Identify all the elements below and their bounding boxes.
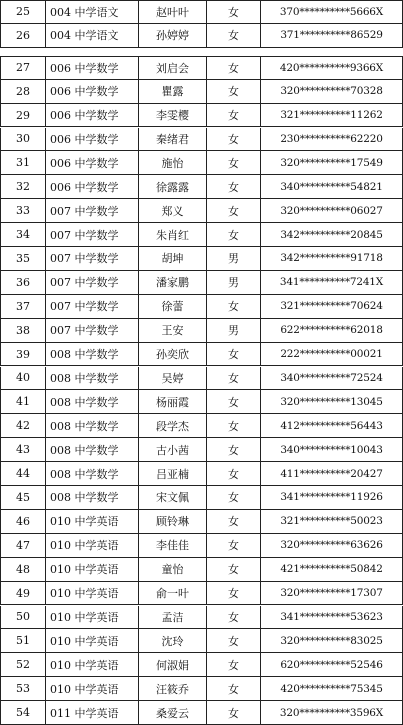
name-cell: 童怡 [139, 558, 207, 582]
subject-cell: 008 中学数学 [46, 367, 139, 391]
subject-cell: 010 中学英语 [46, 677, 139, 701]
row-number: 31 [0, 151, 46, 175]
row-number: 29 [0, 104, 46, 128]
row-number: 28 [0, 80, 46, 104]
gender-cell: 女 [207, 128, 261, 152]
id-number-cell: 622**********62018 [261, 319, 403, 343]
row-number: 49 [0, 582, 46, 606]
id-number-cell: 230**********62220 [261, 128, 403, 152]
id-number-cell: 320**********83025 [261, 629, 403, 653]
table-row [0, 558, 403, 582]
row-number: 25 [0, 1, 46, 24]
gender-cell: 女 [207, 510, 261, 534]
name-cell: 古小茜 [139, 438, 207, 462]
row-number: 45 [0, 486, 46, 510]
subject-cell: 007 中学数学 [46, 271, 139, 295]
name-cell: 段学杰 [139, 414, 207, 438]
gender-cell: 女 [207, 367, 261, 391]
subject-cell: 004 中学语文 [46, 1, 139, 24]
subject-cell: 010 中学英语 [46, 629, 139, 653]
subject-cell: 008 中学数学 [46, 462, 139, 486]
id-number-cell: 341**********53623 [261, 606, 403, 630]
table-row [0, 24, 403, 48]
row-number: 26 [0, 24, 46, 48]
gender-cell: 女 [207, 175, 261, 199]
id-number-cell: 320**********63626 [261, 534, 403, 558]
subject-cell: 010 中学英语 [46, 510, 139, 534]
name-cell: 李佳佳 [139, 534, 207, 558]
name-cell: 施怡 [139, 151, 207, 175]
table-row [0, 414, 403, 438]
gender-cell: 女 [207, 151, 261, 175]
row-number: 41 [0, 390, 46, 414]
row-number: 48 [0, 558, 46, 582]
row-number: 37 [0, 295, 46, 319]
id-number-cell: 421**********50842 [261, 558, 403, 582]
gender-cell: 女 [207, 223, 261, 247]
subject-cell: 006 中学数学 [46, 128, 139, 152]
row-number: 47 [0, 534, 46, 558]
id-number-cell: 420**********9366X [261, 57, 403, 80]
name-cell: 徐露露 [139, 175, 207, 199]
name-cell: 顾铃琳 [139, 510, 207, 534]
row-number: 52 [0, 653, 46, 677]
gender-cell: 女 [207, 390, 261, 414]
gender-cell: 女 [207, 582, 261, 606]
subject-cell: 004 中学语文 [46, 24, 139, 48]
row-number: 46 [0, 510, 46, 534]
row-number: 42 [0, 414, 46, 438]
name-cell: 俞一叶 [139, 582, 207, 606]
row-number: 44 [0, 462, 46, 486]
gender-cell: 女 [207, 606, 261, 630]
name-cell: 朱肖红 [139, 223, 207, 247]
table-row [0, 701, 403, 725]
gender-cell: 男 [207, 247, 261, 271]
gender-cell: 女 [207, 486, 261, 510]
name-cell: 桑爱云 [139, 701, 207, 725]
row-number: 38 [0, 319, 46, 343]
subject-cell: 010 中学英语 [46, 606, 139, 630]
row-number: 34 [0, 223, 46, 247]
table-row [0, 343, 403, 367]
subject-cell: 008 中学数学 [46, 438, 139, 462]
table-row [0, 128, 403, 152]
gender-cell: 女 [207, 295, 261, 319]
table-row [0, 56, 403, 80]
name-cell: 赵叶叶 [139, 1, 207, 24]
table-row [0, 367, 403, 391]
row-number: 36 [0, 271, 46, 295]
gender-cell: 男 [207, 319, 261, 343]
table-row [0, 271, 403, 295]
gender-cell: 女 [207, 57, 261, 80]
id-number-cell: 340**********10043 [261, 438, 403, 462]
table-row [0, 295, 403, 319]
subject-cell: 010 中学英语 [46, 534, 139, 558]
gender-cell: 女 [207, 677, 261, 701]
id-number-cell: 412**********56443 [261, 414, 403, 438]
row-number: 53 [0, 677, 46, 701]
subject-cell: 008 中学数学 [46, 343, 139, 367]
id-number-cell: 320**********06027 [261, 199, 403, 223]
table-row [0, 486, 403, 510]
name-cell: 徐蕾 [139, 295, 207, 319]
table-row [0, 151, 403, 175]
id-number-cell: 411**********20427 [261, 462, 403, 486]
id-number-cell: 620**********52546 [261, 653, 403, 677]
name-cell: 孙婷婷 [139, 24, 207, 48]
id-number-cell: 320**********17307 [261, 582, 403, 606]
subject-cell: 011 中学英语 [46, 701, 139, 725]
table-row [0, 175, 403, 199]
name-cell: 秦绪君 [139, 128, 207, 152]
table-row [0, 534, 403, 558]
table-row [0, 223, 403, 247]
table-row [0, 582, 403, 606]
subject-cell: 007 中学数学 [46, 247, 139, 271]
id-number-cell: 321**********50023 [261, 510, 403, 534]
table-row [0, 438, 403, 462]
id-number-cell: 340**********54821 [261, 175, 403, 199]
subject-cell: 007 中学数学 [46, 295, 139, 319]
subject-cell: 007 中学数学 [46, 199, 139, 223]
id-number-cell: 320**********17549 [261, 151, 403, 175]
id-number-cell: 321**********11262 [261, 104, 403, 128]
gender-cell: 女 [207, 80, 261, 104]
name-cell: 瞿露 [139, 80, 207, 104]
gender-cell: 女 [207, 104, 261, 128]
table-row [0, 80, 403, 104]
gender-cell: 女 [207, 534, 261, 558]
table-row [0, 510, 403, 534]
row-number: 39 [0, 343, 46, 367]
subject-cell: 007 中学数学 [46, 223, 139, 247]
subject-cell: 008 中学数学 [46, 390, 139, 414]
gender-cell: 女 [207, 653, 261, 677]
subject-cell: 006 中学数学 [46, 80, 139, 104]
id-number-cell: 342**********91718 [261, 247, 403, 271]
gender-cell: 女 [207, 629, 261, 653]
name-cell: 汪筱乔 [139, 677, 207, 701]
table-row [0, 629, 403, 653]
name-cell: 潘家鹏 [139, 271, 207, 295]
subject-cell: 006 中学数学 [46, 175, 139, 199]
name-cell: 沈玲 [139, 629, 207, 653]
row-number: 35 [0, 247, 46, 271]
name-cell: 郑义 [139, 199, 207, 223]
id-number-cell: 420**********75345 [261, 677, 403, 701]
row-number: 33 [0, 199, 46, 223]
name-cell: 孟洁 [139, 606, 207, 630]
gender-cell: 女 [207, 343, 261, 367]
row-number: 54 [0, 701, 46, 725]
table-row [0, 653, 403, 677]
subject-cell: 008 中学数学 [46, 486, 139, 510]
name-cell: 吕亚楠 [139, 462, 207, 486]
table-row [0, 104, 403, 128]
gender-cell: 女 [207, 438, 261, 462]
row-number: 32 [0, 175, 46, 199]
row-number: 43 [0, 438, 46, 462]
name-cell: 胡坤 [139, 247, 207, 271]
subject-cell: 008 中学数学 [46, 414, 139, 438]
row-number: 50 [0, 606, 46, 630]
id-number-cell: 320**********70328 [261, 80, 403, 104]
subject-cell: 010 中学英语 [46, 558, 139, 582]
table-row [0, 606, 403, 630]
gender-cell: 女 [207, 199, 261, 223]
row-number: 40 [0, 367, 46, 391]
subject-cell: 006 中学数学 [46, 104, 139, 128]
subject-cell: 006 中学数学 [46, 57, 139, 80]
subject-cell: 006 中学数学 [46, 151, 139, 175]
table-row [0, 319, 403, 343]
name-cell: 李雯樱 [139, 104, 207, 128]
name-cell: 刘启会 [139, 57, 207, 80]
row-number: 30 [0, 128, 46, 152]
table-row [0, 677, 403, 701]
id-number-cell: 320**********3596X [261, 701, 403, 725]
name-cell: 王安 [139, 319, 207, 343]
id-number-cell: 371**********86529 [261, 24, 403, 48]
table-row [0, 390, 403, 414]
subject-cell: 010 中学英语 [46, 653, 139, 677]
gender-cell: 女 [207, 1, 261, 24]
gender-cell: 女 [207, 558, 261, 582]
id-number-cell: 370**********5666X [261, 1, 403, 24]
name-cell: 孙奕欣 [139, 343, 207, 367]
page-break-gap [0, 48, 403, 56]
id-number-cell: 340**********72524 [261, 367, 403, 391]
id-number-cell: 222**********00021 [261, 343, 403, 367]
gender-cell: 女 [207, 414, 261, 438]
id-number-cell: 342**********20845 [261, 223, 403, 247]
id-number-cell: 341**********11926 [261, 486, 403, 510]
id-number-cell: 321**********70624 [261, 295, 403, 319]
table-row [0, 199, 403, 223]
gender-cell: 女 [207, 24, 261, 48]
id-number-cell: 320**********13045 [261, 390, 403, 414]
name-cell: 何淑娟 [139, 653, 207, 677]
table-row [0, 462, 403, 486]
id-number-cell: 341**********7241X [261, 271, 403, 295]
gender-cell: 女 [207, 462, 261, 486]
gender-cell: 男 [207, 271, 261, 295]
row-number: 27 [0, 57, 46, 80]
table-row [0, 247, 403, 271]
subject-cell: 010 中学英语 [46, 582, 139, 606]
subject-cell: 007 中学数学 [46, 319, 139, 343]
table-row [0, 0, 403, 24]
name-cell: 宋文佩 [139, 486, 207, 510]
row-number: 51 [0, 629, 46, 653]
name-cell: 杨丽霞 [139, 390, 207, 414]
name-cell: 吴婷 [139, 367, 207, 391]
gender-cell: 女 [207, 701, 261, 725]
